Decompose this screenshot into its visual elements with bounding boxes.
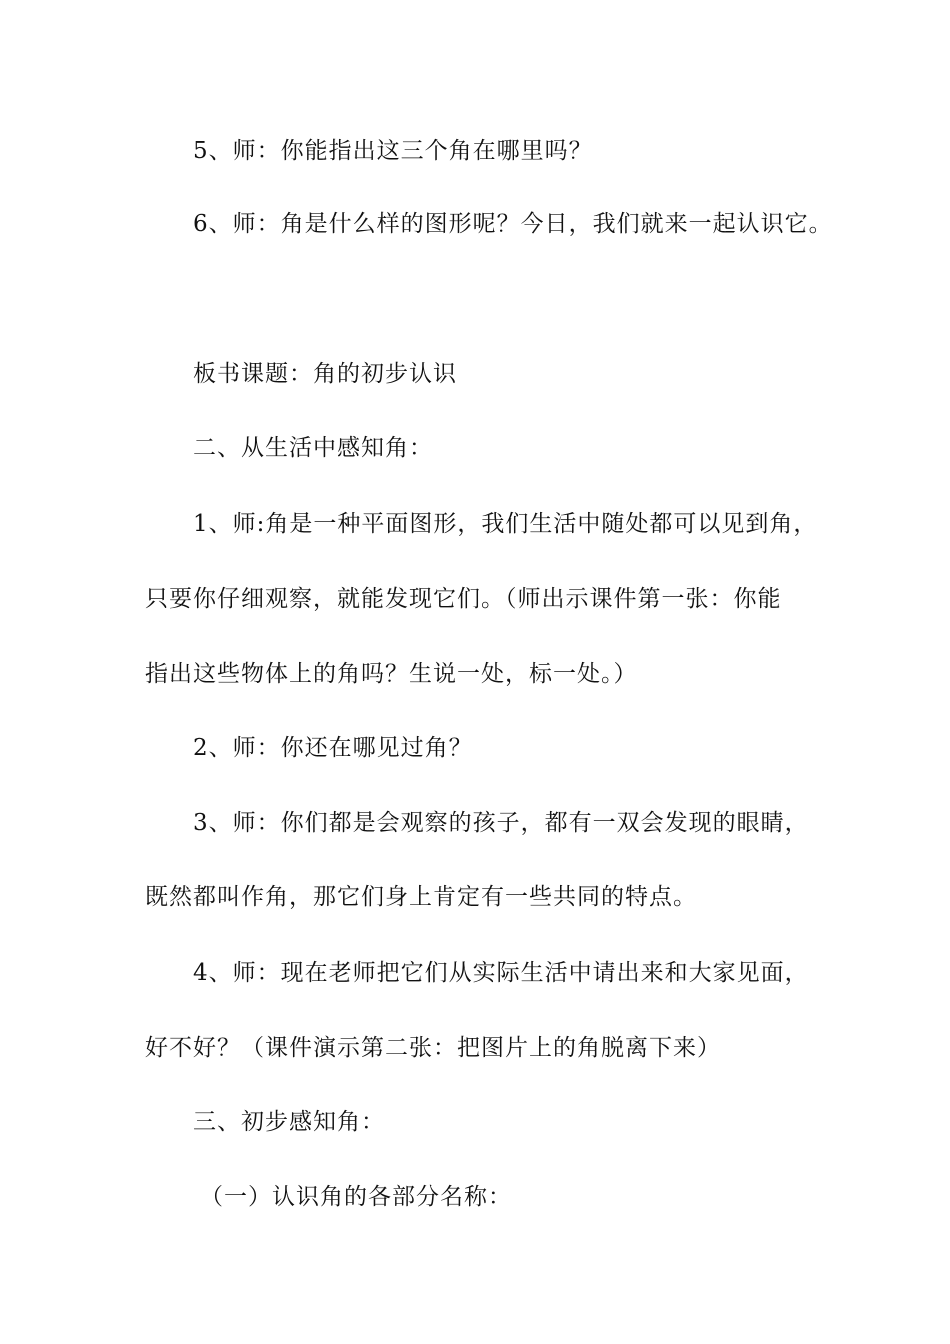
paragraph-line-4: 只要你仔细观察，就能发现它们。（师出示课件第一张：你能 (145, 586, 782, 612)
paragraph-line-8: 既然都叫作角，那它们身上肯定有一些共同的特点。 (145, 884, 697, 910)
paragraph-line-2: 6、师：角是什么样的图形呢？今日，我们就来一起认识它。 (193, 211, 833, 237)
paragraph-line-6: 2、师：你还在哪见过角？ (193, 735, 473, 761)
paragraph-line-10: 好不好？（课件演示第二张：把图片上的角脱离下来） (145, 1035, 721, 1061)
paragraph-line-9: 4、师：现在老师把它们从实际生活中请出来和大家见面， (193, 960, 809, 986)
section-heading-2: 二、从生活中感知角： (193, 435, 433, 461)
paragraph-line-7: 3、师：你们都是会观察的孩子，都有一双会发现的眼睛， (193, 810, 809, 836)
board-title-line: 板书课题：角的初步认识 (193, 361, 457, 387)
subsection-heading-1: （一）认识角的各部分名称： (200, 1184, 512, 1210)
paragraph-line-1: 5、师：你能指出这三个角在哪里吗？ (193, 138, 593, 164)
paragraph-line-3: 1、师:角是一种平面图形，我们生活中随处都可以见到角， (193, 511, 818, 537)
section-heading-3: 三、初步感知角： (193, 1109, 385, 1135)
paragraph-line-5: 指出这些物体上的角吗？生说一处，标一处。） (145, 661, 638, 687)
